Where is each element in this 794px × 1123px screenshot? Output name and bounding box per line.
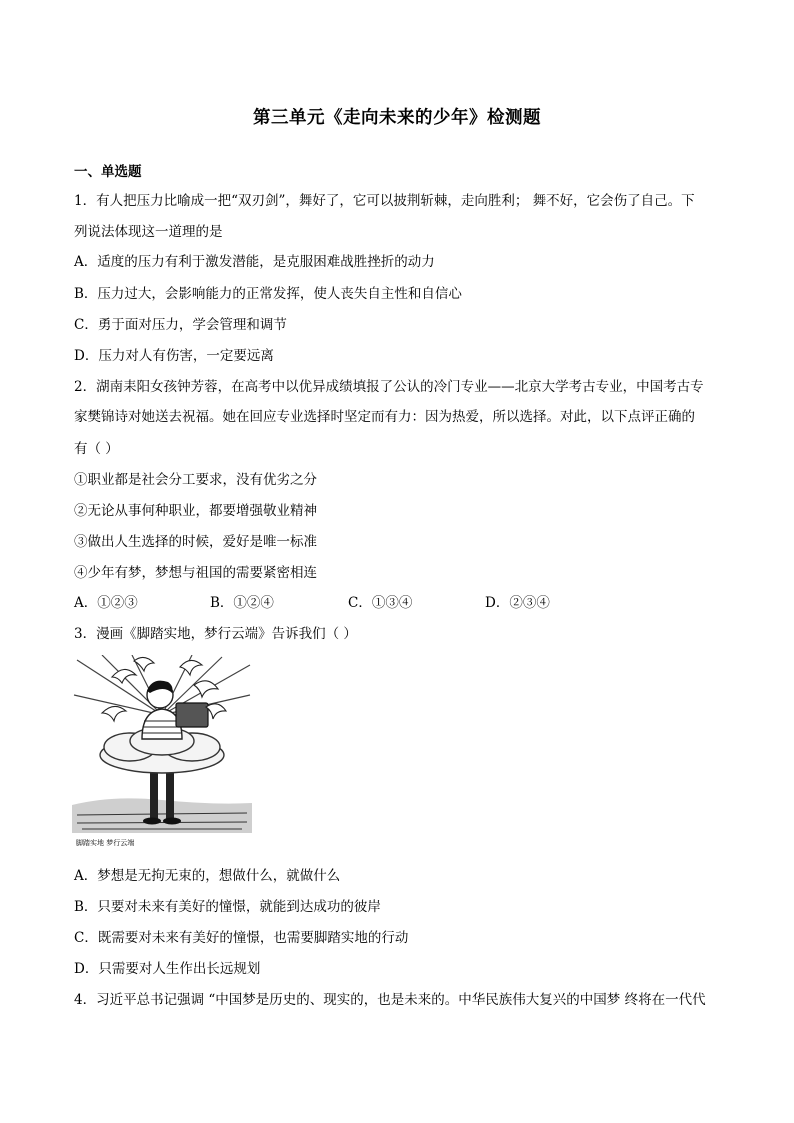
q1-stem-line2: 列说法体现这一道理的是 [74,224,223,240]
q3-stem: 3．漫画《脚踏实地，梦行云端》告诉我们（ ） [74,626,357,642]
q2-options [74,591,734,611]
q2-option-a: A．①②③ [74,595,138,611]
q4-stem-line1: 4．习近平总书记强调 “中国梦是历史的、现实的，也是未来的。中华民族伟大复兴的中国梦 终将在一代代 [74,992,706,1008]
cartoon-illustration [72,655,252,850]
q2-option-b: B．①②④ [210,595,274,611]
q2-stem-line2: 家樊锦诗对她送去祝福。她在回应专业选择时坚定而有力：因为热爱，所以选择。对此，以下点评正确的 [74,409,695,425]
q2-statement-4: ④少年有梦，梦想与祖国的需要紧密相连 [74,565,317,581]
q2-option-d: D．②③④ [485,595,550,611]
cartoon-caption: 脚踏实地 梦行云端 [76,839,135,847]
q1-option-d: D．压力对人有伤害，一定要远离 [74,348,274,364]
q3-option-a: A．梦想是无拘无束的，想做什么，就做什么 [74,868,341,884]
q3-option-c: C．既需要对未来有美好的憧憬，也需要脚踏实地的行动 [74,930,409,946]
q1-option-c: C．勇于面对压力，学会管理和调节 [74,317,287,333]
q1-option-b: B．压力过大，会影响能力的正常发挥，使人丧失自主性和自信心 [74,286,462,302]
q3-option-b: B．只要对未来有美好的憧憬，就能到达成功的彼岸 [74,899,381,915]
q2-stem-line3: 有（ ） [74,441,119,457]
q2-statement-3: ③做出人生选择的时候，爱好是唯一标准 [74,534,317,550]
section-heading: 一、单选题 [74,164,142,180]
q2-option-c: C．①③④ [348,595,413,611]
document-title: 第三单元《走向未来的少年》检测题 [253,108,541,128]
q2-statement-1: ①职业都是社会分工要求，没有优劣之分 [74,472,317,488]
q2-stem-line1: 2．湖南耒阳女孩钟芳蓉，在高考中以优异成绩填报了公认的冷门专业——北京大学考古专业，中国考古专 [74,379,704,395]
q2-statement-2: ②无论从事何种职业，都要增强敬业精神 [74,503,317,519]
cartoon-image [72,655,252,850]
q1-option-a: A．适度的压力有利于激发潜能，是克服困难战胜挫折的动力 [74,254,435,270]
q1-stem-line1: 1．有人把压力比喻成一把“双刃剑”，舞好了，它可以披荆斩棘，走向胜利； 舞不好，它会伤了自己。下 [74,193,695,209]
q3-option-d: D．只需要对人生作出长远规划 [74,961,261,977]
